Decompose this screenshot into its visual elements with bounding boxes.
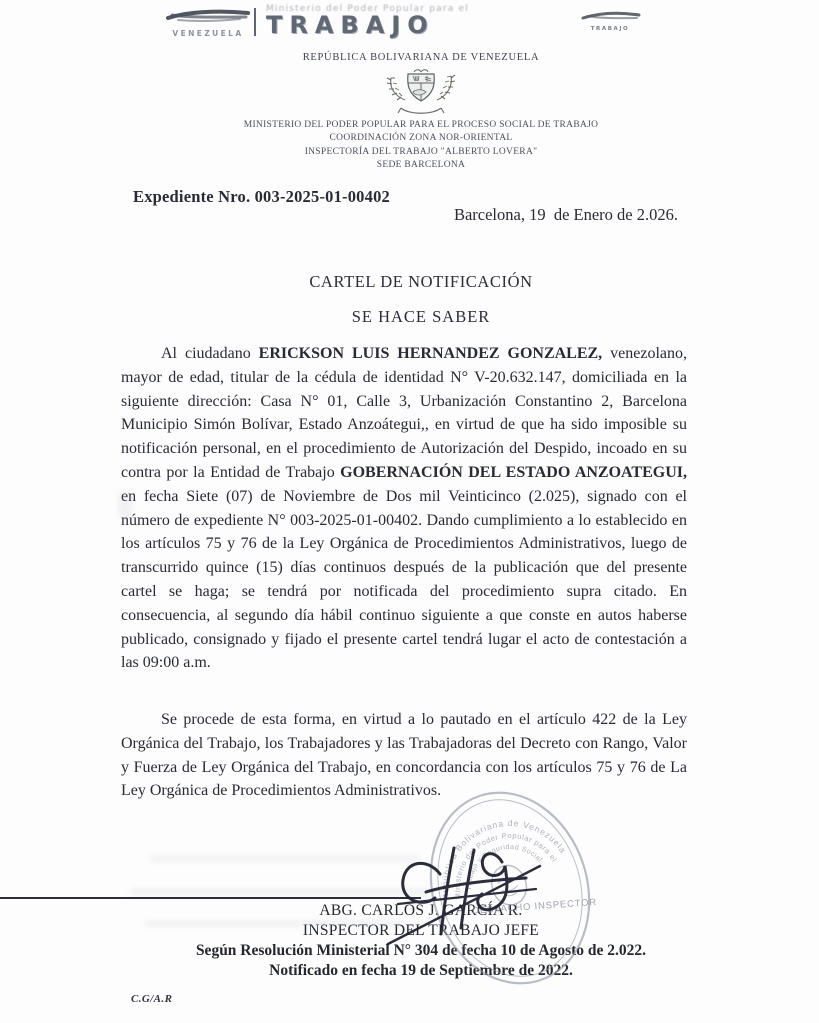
expediente-number: Expediente Nro. 003-2025-01-00402 <box>133 187 390 206</box>
document-title: CARTEL DE NOTIFICACIÓN <box>309 272 533 291</box>
ministry-line-3: INSPECTORÍA DEL TRABAJO "ALBERTO LOVERA" <box>304 146 538 157</box>
signer-role: INSPECTOR DEL TRABAJO JEFE <box>302 922 540 939</box>
signer-resolution: Según Resolución Ministerial N° 304 de fecha 10 de Agosto de 2.022. <box>195 942 647 959</box>
venezuela-logo-caption: VENEZUELA <box>172 29 244 38</box>
ministry-line-4: SEDE BARCELONA <box>376 160 466 171</box>
republic-line: REPÚBLICA BOLIVARIANA DE VENEZUELA <box>302 52 540 63</box>
bleed-through-artifact <box>118 492 132 518</box>
legal-basis-paragraph: Se procede de esta forma, en virtud a lo pautado en el artículo 422 de la Ley Orgánica del Trabajo, los Trabajadores y las Trabajadoras del Decreto con Rango, Valor y Fuerza de Ley Orgánica del Trabajo, en concordancia con los artículos 75 y 76 de La Ley Orgánica de Procedimientos Administrativos. <box>121 711 687 800</box>
notification-paragraph: Al ciudadano ERICKSON LUIS HERNANDEZ GONZALEZ, venezolano, mayor de edad, titular de la cédula de identidad N° V-20.632.147, domiciliada en la siguiente dirección: Casa N° 01, Calle 3, Urbanización Constantino 2, Barcelona Municipio Simón Bolívar, Estado Anzoátegui,, en virtud de que ha sido imposible su notificación personal, en el procedimiento de Autorización del Despido, incoado en su contra por la Entidad de Trabajo GOBERNACIÓN DEL ESTADO ANZOATEGUI, en fecha Siete (07) de Noviembre de Dos mil Veinticinco (2.025), signado con el número de expediente N° 003-2025-01-00402. Dando cumplimiento a lo establecido en los artículos 75 y 76 de la Ley Orgánica de Procedimientos Administrativos, luego de transcurrido quince (15) días continuos después de la publicación que del presente cartel se haga; se tendrá por notificada del procedimiento supra citado. En consecuencia, al segundo día hábil continuo siguiente a que conste en autos haberse publicado, consignado y fijado el presente cartel tendrá lugar el acto de contestación a las 09:00 a.m. <box>121 345 687 672</box>
stamp-office-label: DESPACHO INSPECTOR <box>471 896 598 917</box>
trabajo-wordmark: TRABAJO <box>266 11 435 39</box>
stamp-arc-republic: República Bolivariana de Venezuela <box>439 817 569 901</box>
signature-ink-icon <box>340 838 570 953</box>
ministry-line-1: MINISTERIO DEL PODER POPULAR PARA EL PROCESO SOCIAL DE TRABAJO <box>243 120 599 130</box>
notified-date-line: Notificado en fecha 19 de Septiembre de 2022. <box>269 962 573 979</box>
trabajo-small-logo-caption: TRABAJO <box>590 26 630 32</box>
document-subtitle: SE HACE SABER <box>351 307 491 326</box>
ministry-line-2: COORDINACIÓN ZONA NOR-ORIENTAL <box>329 133 513 144</box>
ministry-superscript: Ministerio del Poder Popular para el <box>266 4 469 14</box>
dateline: Barcelona, 19 de Enero de 2.026. <box>453 205 678 224</box>
stamp-arc-labor: Trabajo y Seguridad Social <box>465 843 544 891</box>
stamp-arc-ministry: Ministerio del Poder Popular para el <box>452 830 560 901</box>
handwritten-signature <box>340 838 570 958</box>
signer-name: ABG. CARLOS J. GARCÍA R. <box>319 902 523 919</box>
clerk-initials: C.G/A.R <box>131 993 173 1005</box>
